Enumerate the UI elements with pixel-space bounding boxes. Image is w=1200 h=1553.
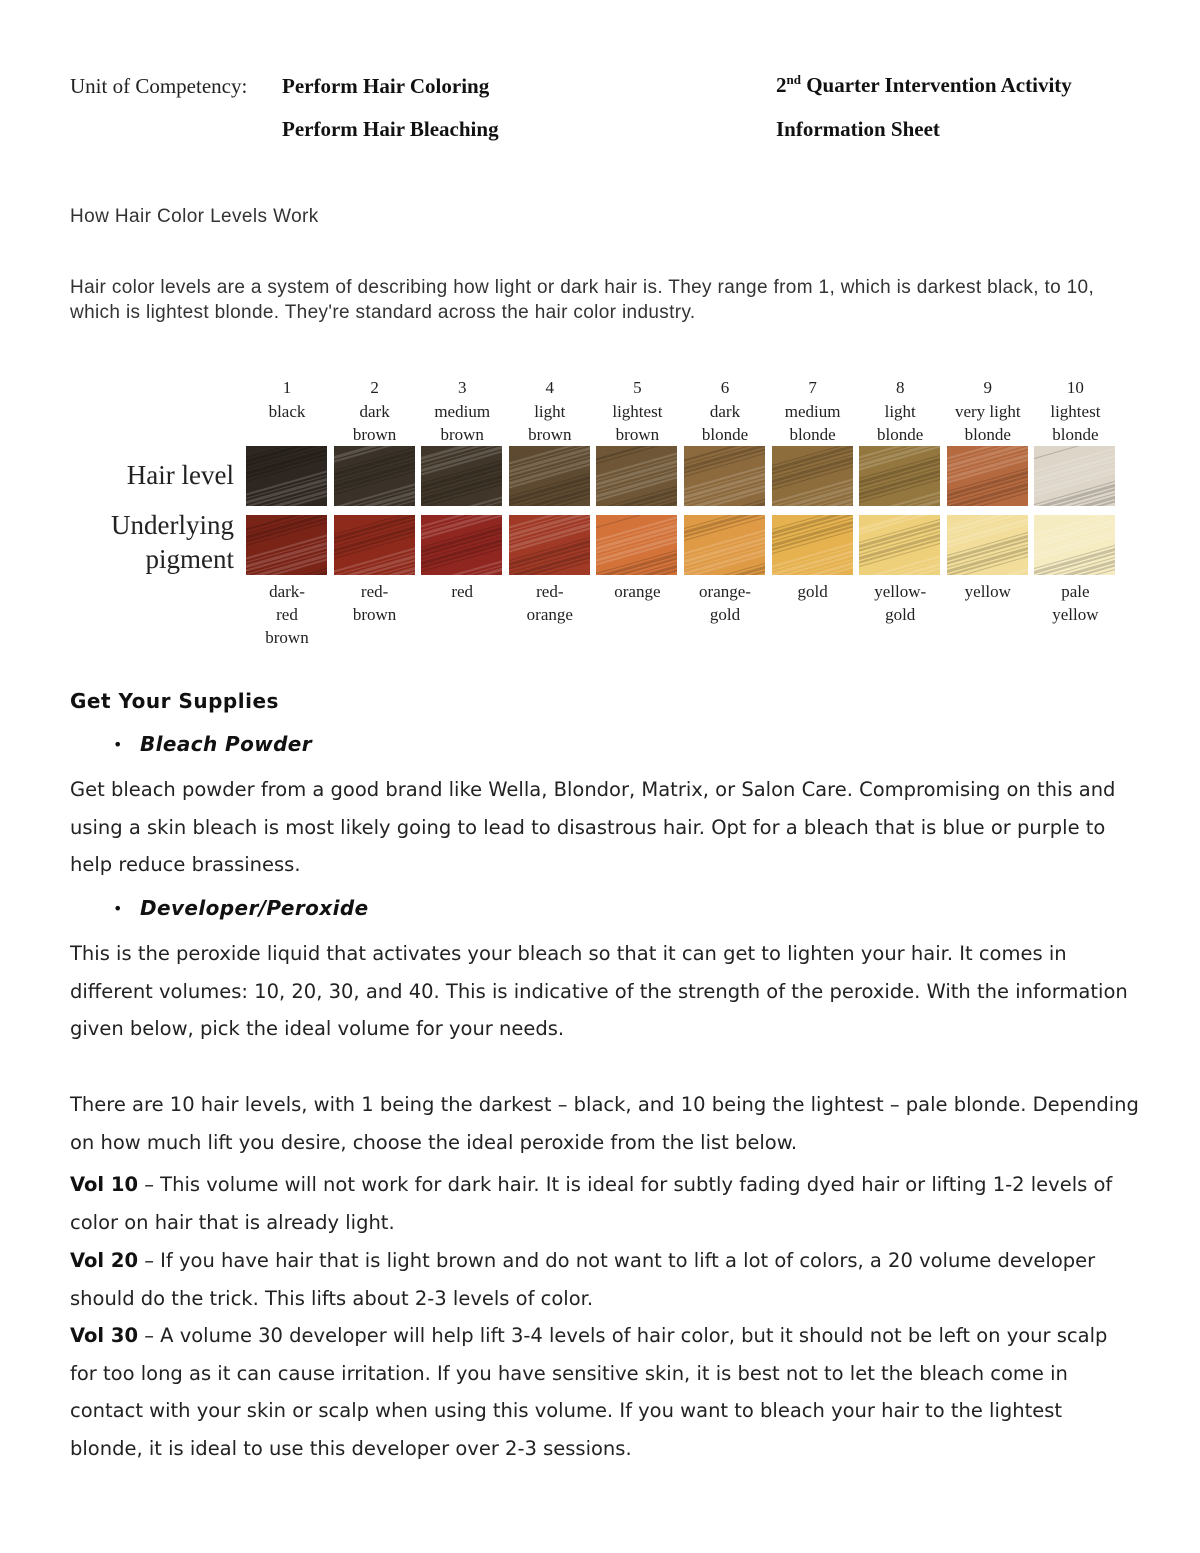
pigment-name: red- [360,582,389,601]
level-name: light [534,402,566,421]
level-name: brown [528,425,572,444]
pigment-name: gold [709,605,741,624]
row-label-hair-level: Hair level [126,460,234,490]
underlying-pigment-swatch [1034,515,1115,575]
level-name: lightest [612,402,663,421]
level-number: 6 [720,378,730,397]
level-name: very light [954,402,1021,421]
pigment-name: dark- [269,582,305,601]
unit-of-competency-label: Unit of Competency: [70,74,248,98]
level-name: medium [434,402,491,421]
hair-level-swatch [421,446,502,506]
level-name: brown [352,425,397,444]
vol-20-label: Vol 20 [70,1249,139,1272]
bullet-icon: • [113,735,123,754]
vol-30-label: Vol 30 [70,1324,139,1347]
pigment-name: brown [265,628,309,647]
level-name: blonde [877,425,924,444]
pigment-name: brown [352,605,397,624]
pigment-name: yellow [964,582,1011,601]
level-name: lightest [1050,402,1101,421]
underlying-pigment-swatch [509,515,590,575]
level-number: 3 [457,378,467,397]
bullet-bleach-powder: Bleach Powder [140,732,313,756]
hair-level-swatch [596,446,677,506]
supplies-heading: Get Your Supplies [70,689,279,713]
level-number: 4 [545,378,555,397]
pigment-name: orange [614,582,661,601]
level-name: blonde [789,425,836,444]
level-name: brown [440,425,484,444]
level-name: blonde [1052,425,1099,444]
pigment-name: yellow [1052,605,1099,624]
unit-title-bleaching: Perform Hair Bleaching [282,117,499,141]
unit-title-coloring: Perform Hair Coloring [282,74,490,98]
pigment-name: red [276,605,298,624]
pigment-name: red [451,582,474,601]
underlying-pigment-swatch [859,515,940,575]
level-name: medium [784,402,841,421]
underlying-pigment-swatch [947,515,1028,575]
pigment-name: gold [797,582,828,601]
hair-level-swatch [859,446,940,506]
hair-level-swatch [509,446,590,506]
hair-levels-paragraph: There are 10 hair levels, with 1 being the darkest – black, and 10 being the lightest – pale blonde. Depending on how much lift you desire, choose the ideal peroxide from the list below. [70,1093,1139,1154]
intro-paragraph: Hair color levels are a system of describing how light or dark hair is. They range from 1, which is darkest black, to 10, which is lightest blonde. They're standard across the hair color industry. [70,277,1095,323]
underlying-pigment-swatch [334,515,415,575]
pigment-name: yellow- [874,582,927,601]
pigment-name: red- [536,582,564,601]
pigment-name: orange- [699,582,751,601]
information-sheet-title: Information Sheet [776,117,940,141]
level-name: brown [615,425,660,444]
hair-level-swatch [334,446,415,506]
bullet-icon: • [113,899,123,918]
row-label-underlying-pigment: Underlying pigment [111,510,234,574]
underlying-pigment-swatch [684,515,765,575]
vol-20-paragraph: Vol 20 – If you have hair that is light brown and do not want to lift a lot of colors, a 20 volume developer should do the trick. This lifts about 2-3 levels of color. [70,1249,1096,1310]
underlying-pigment-swatch [772,515,853,575]
hair-level-swatch [684,446,765,506]
level-name: blonde [701,425,749,444]
quarter-activity-title: 2nd Quarter Intervention Activity [776,72,1072,97]
level-number: 1 [282,378,292,397]
bleach-powder-paragraph: Get bleach powder from a good brand like Wella, Blondor, Matrix, or Salon Care. Compromising on this and using a skin bleach is most likely going to lead to disastrous hair. Opt for a bleach that is blue or purple to help reduce brassiness. [70,778,1116,876]
underlying-pigment-swatch [596,515,677,575]
level-number: 7 [808,378,817,397]
hair-level-swatch [947,446,1028,506]
pigment-name: orange [526,605,573,624]
underlying-pigment-swatch [421,515,502,575]
level-name: light [884,402,916,421]
hair-level-swatch [772,446,853,506]
level-name: dark [709,402,741,421]
hair-level-swatch [246,446,327,506]
pigment-name: gold [885,605,916,624]
level-number: 2 [370,378,379,397]
level-name: black [268,402,306,421]
section-title-hair-levels: How Hair Color Levels Work [70,206,319,227]
pigment-name: pale [1061,582,1090,601]
level-name: dark [359,402,390,421]
level-name: blonde [964,425,1011,444]
level-number: 9 [983,378,993,397]
bullet-developer-peroxide: Developer/Peroxide [140,896,369,920]
vol-10-label: Vol 10 [70,1173,139,1196]
developer-paragraph: This is the peroxide liquid that activates your bleach so that it can get to lighten your hair. It comes in different volumes: 10, 20, 30, and 40. This is indicative of the strength of the peroxide. With the information given below, pick the ideal volume for your needs. [70,942,1128,1040]
vol-10-paragraph: Vol 10 – This volume will not work for dark hair. It is ideal for subtly fading dyed hair or lifting 1-2 levels of color on hair that is already light. [70,1173,1113,1234]
level-number: 5 [633,378,642,397]
vol-30-paragraph: Vol 30 – A volume 30 developer will help lift 3-4 levels of hair color, but it should not be left on your scalp for too long as it can cause irritation. If you have sensitive skin, it is best not to let the bleach come in contact with your skin or scalp when using this volume. If you want to bleach your hair to the lightest blonde, it is ideal to use this developer over 2-3 sessions. [70,1324,1108,1460]
underlying-pigment-swatch [246,515,327,575]
level-number: 10 [1066,378,1084,397]
level-number: 8 [895,378,905,397]
hair-level-swatch [1034,446,1115,506]
